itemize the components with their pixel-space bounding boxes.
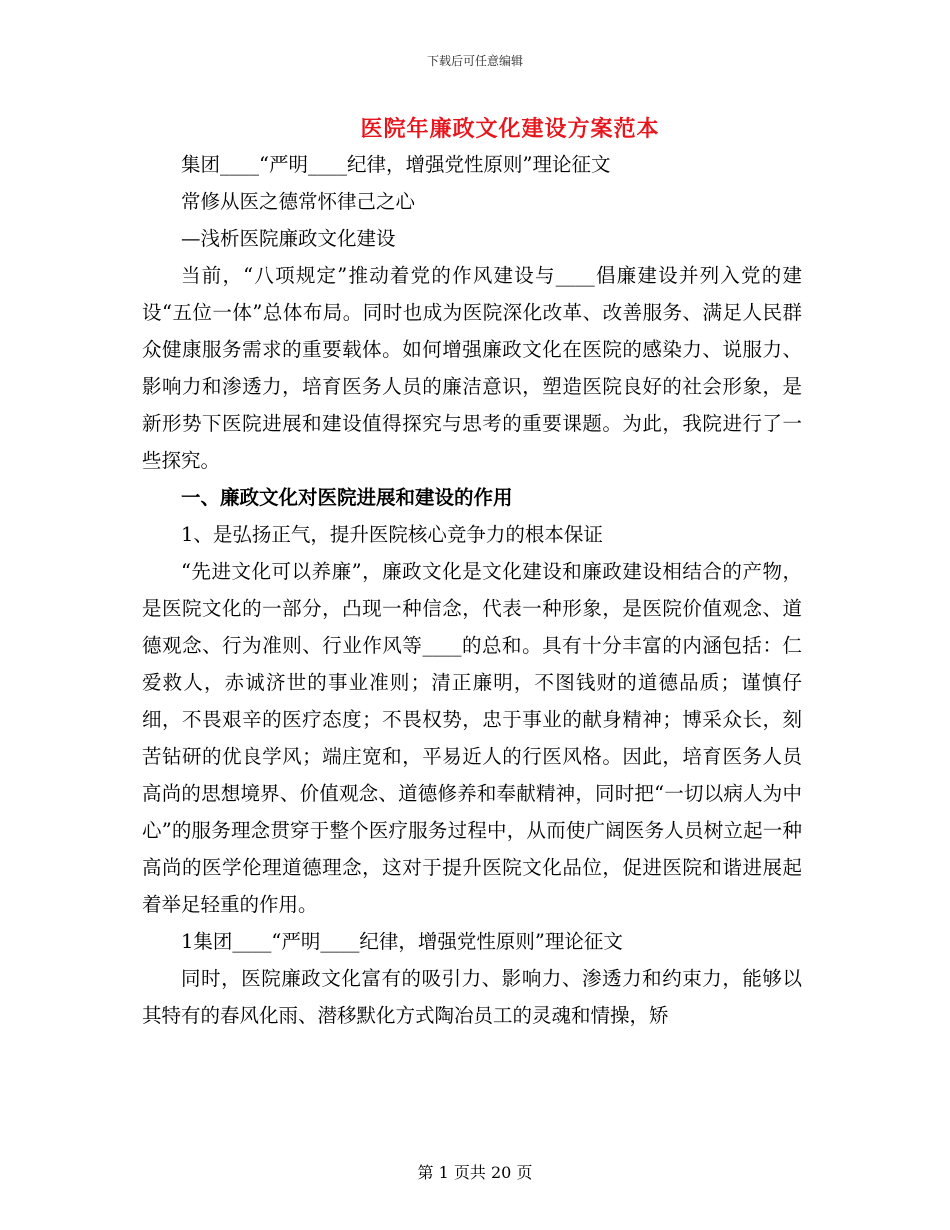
document-body <box>142 146 802 1034</box>
paragraph-subtitle-1: 集团____“严明____纪律，增强党性原则”理论征文 <box>181 153 611 176</box>
paragraph-intro: 当前，“八项规定”推动着党的作风建设与____倡廉建设并列入党的建设“五位一体”总体布局。同时也成为医院深化改革、改善服务、满足人民群众健康服务需求的重要载体。如何增强廉政文化在医院的感染力、说服力、影响力和渗透力，培育医务人员的廉洁意识，塑造医院良好的社会形象，是新形势下医院进展和建设值得探究与思考的重要课题。为此，我院进行了一些探究。 <box>142 264 802 472</box>
document-title: 医院年廉政文化建设方案范本 <box>360 116 660 142</box>
paragraph-subtitle-3: —浅析医院廉政文化建设 <box>181 227 396 250</box>
header-note: 下载后可任意编辑 <box>426 54 523 68</box>
paragraph-subtitle-2: 常修从医之德常怀律己之心 <box>181 190 416 213</box>
paragraph-body-2: 同时，医院廉政文化富有的吸引力、影响力、渗透力和约束力，能够以其特有的春风化雨、潜移默化方式陶冶员工的灵魂和情操，矫 <box>142 967 802 1027</box>
subsection-heading-1: 1、是弘扬正气，提升医院核心竞争力的根本保证 <box>181 523 603 546</box>
page-footer: 第 1 页共 20 页 <box>417 1163 533 1182</box>
section-heading-1: 一、廉政文化对医院进展和建设的作用 <box>181 486 513 509</box>
paragraph-repeat-title: 1集团____“严明____纪律，增强党性原则”理论征文 <box>181 930 623 953</box>
paragraph-body-1: “先进文化可以养廉”，廉政文化是文化建设和廉政建设相结合的产物，是医院文化的一部分，凸现一种信念，代表一种形象，是医院价值观念、道德观念、行为准则、行业作风等____的总和。具有十分丰富的内涵包括：仁爱救人，赤诚济世的事业准则；清正廉明，不图钱财的道德品质；谨慎仔细，不畏艰辛的医疗态度；不畏权势，忠于事业的献身精神；博采众长，刻苦钻研的优良学风；端庄宽和，平易近人的行医风格。因此，培育医务人员高尚的思想境界、价值观念、道德修养和奉献精神，同时把“一切以病人为中心”的服务理念贯穿于整个医疗服务过程中，从而使广阔医务人员树立起一种高尚的医学伦理道德理念，这对于提升医院文化品位，促进医院和谐进展起着举足轻重的作用。 <box>142 560 802 916</box>
